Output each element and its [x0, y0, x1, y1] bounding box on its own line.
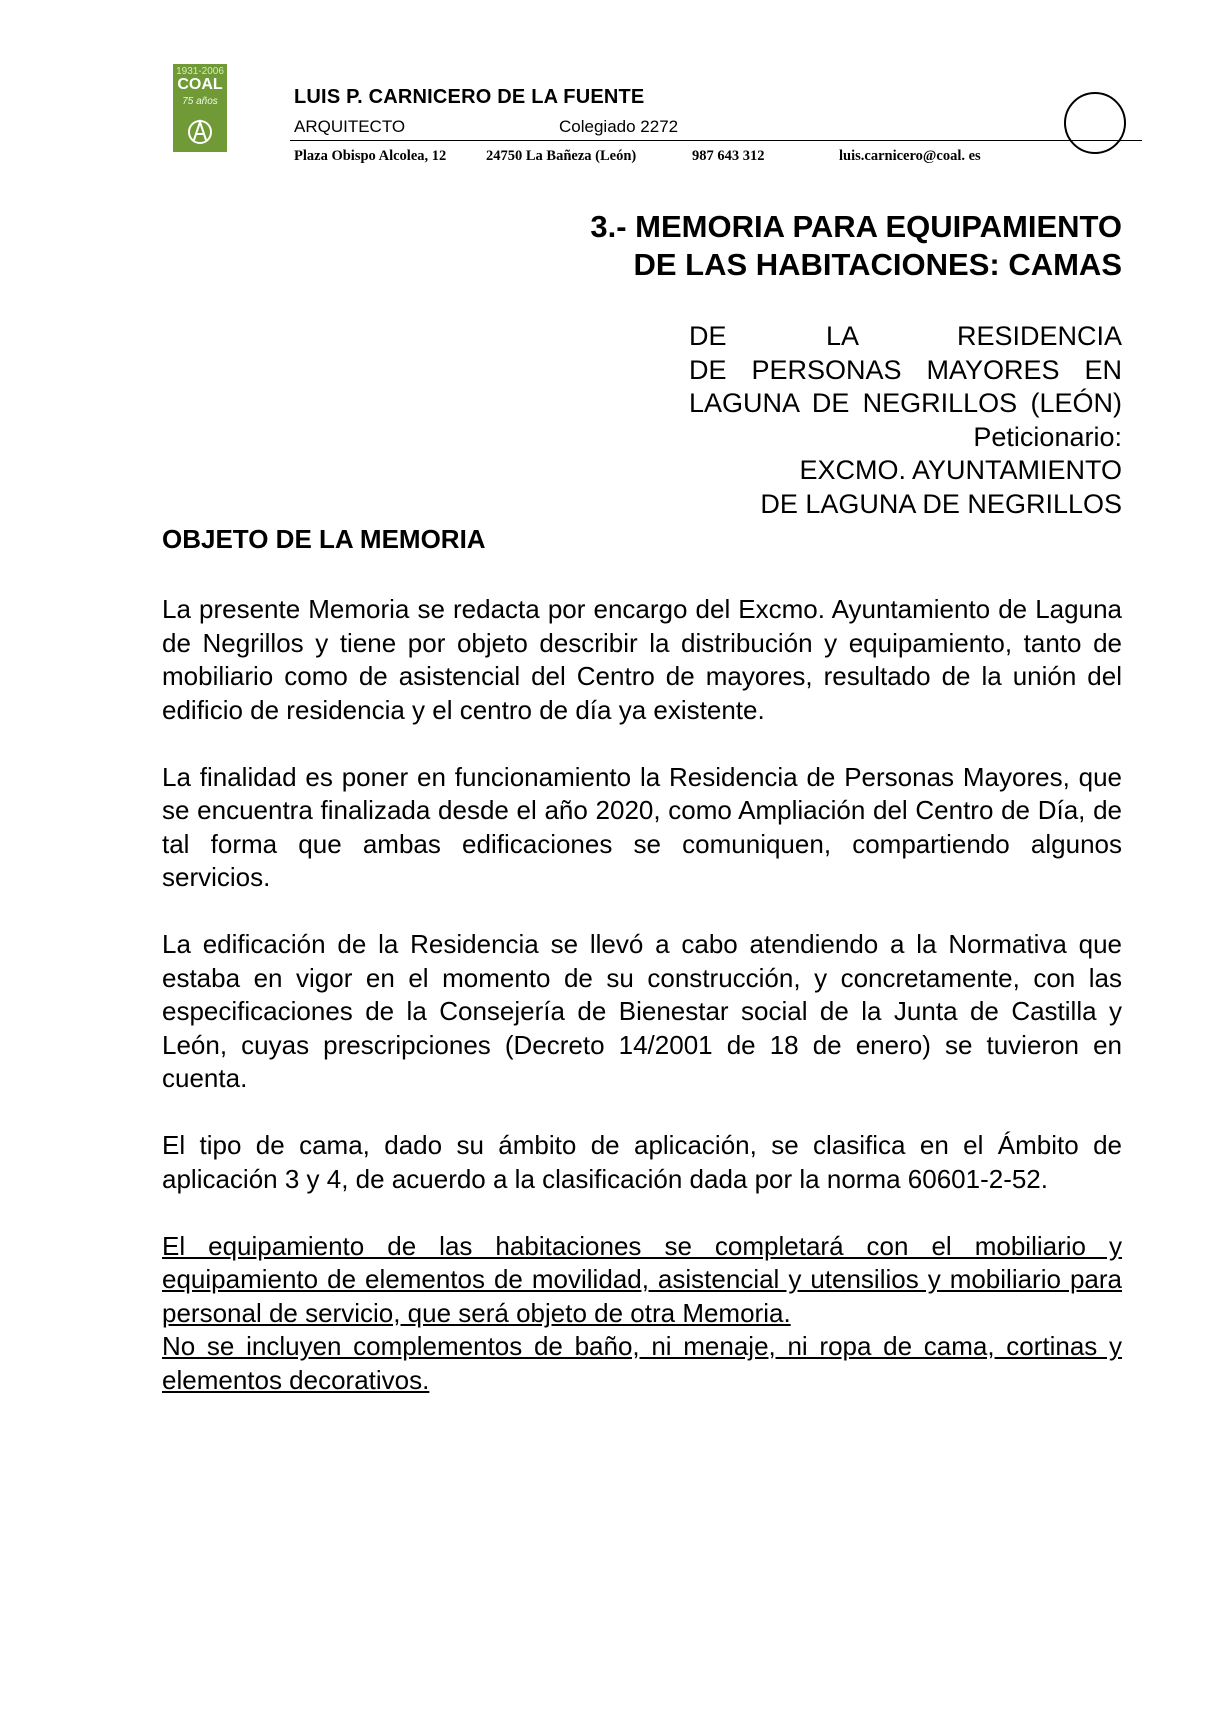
logo-anniversary: 75 años — [182, 96, 218, 107]
logo-years: 1931-2006 — [176, 66, 224, 77]
subtitle-line-3: LAGUNA DE NEGRILLOS (LEÓN) — [689, 388, 1122, 418]
paragraph-2: La finalidad es poner en funcionamiento la Residencia de Personas Mayores, que se encuentra finalizada desde el año 2020, como Ampliación del Centro de Día, de tal forma que ambas edificaciones se comuniquen, compartiendo algunos servicios. — [162, 761, 1122, 892]
paragraph-4: El tipo de cama, dado su ámbito de aplicación, se clasifica en el Ámbito de aplicación 3 y 4, de acuerdo a la clasificación dada por la norma 60601-2-52. — [162, 1130, 1122, 1194]
subtitle-line-1: DE LA RESIDENCIA — [689, 321, 1122, 351]
subtitle-line-4: Peticionario: — [973, 421, 1122, 452]
contact-address: Plaza Obispo Alcolea, 12 — [294, 148, 447, 164]
paragraph-3: La edificación de la Residencia se llevó a cabo atendiendo a la Normativa que estaba en vigor en el momento de su construcción, y concretamente, con las especificaciones de la Consejería de Bienestar social de la Junta de Castilla y León, cuyas prescripciones (Decreto 14/2001 de 18 de enero) se tuvieron en cuenta. — [162, 929, 1122, 1093]
paragraph-5: El equipamiento de las habitaciones se completará con el mobiliario y equipamiento de elementos de movilidad, asistencial y utensilios y mobiliario para personal de servicio, que será objeto de otra Memoria. — [162, 1230, 1122, 1328]
header-divider — [290, 140, 1142, 141]
paragraph-6: No se incluyen complementos de baño, ni menaje, ni ropa de cama, cortinas y elementos decorativos. — [162, 1331, 1122, 1395]
title-line-1: 3.- MEMORIA PARA EQUIPAMIENTO — [590, 209, 1122, 244]
architect-name: LUIS P. CARNICERO DE LA FUENTE — [294, 86, 645, 108]
document-subtitle — [689, 320, 1122, 521]
contact-phone: 987 643 312 — [692, 148, 765, 164]
stamp-circle-icon — [1064, 92, 1126, 154]
contact-city: 24750 La Bañeza (León) — [486, 148, 637, 164]
logo-name: COAL — [177, 76, 223, 93]
coal-logo — [173, 64, 227, 152]
section-heading: OBJETO DE LA MEMORIA — [162, 524, 486, 554]
logo-emblem-icon — [186, 116, 214, 146]
colegiado-number: Colegiado 2272 — [559, 117, 679, 136]
title-line-2: DE LAS HABITACIONES: CAMAS — [633, 247, 1122, 282]
subtitle-line-2: DE PERSONAS MAYORES EN — [689, 354, 1122, 385]
subtitle-line-5: EXCMO. AYUNTAMIENTO — [799, 455, 1122, 485]
document-body — [162, 593, 1122, 1397]
contact-email: luis.carnicero@coal. es — [839, 148, 981, 164]
document-title — [590, 208, 1122, 284]
subtitle-line-6: DE LAGUNA DE NEGRILLOS — [760, 488, 1122, 519]
architect-profession: ARQUITECTO — [294, 117, 406, 136]
paragraph-1: La presente Memoria se redacta por encargo del Excmo. Ayuntamiento de Laguna de Negrillos y tiene por objeto describir la distribución y equipamiento, tanto de mobiliario como de asistencial del Centro de mayores, resultado de la unión del edificio de residencia y el centro de día ya existente. — [162, 594, 1122, 725]
